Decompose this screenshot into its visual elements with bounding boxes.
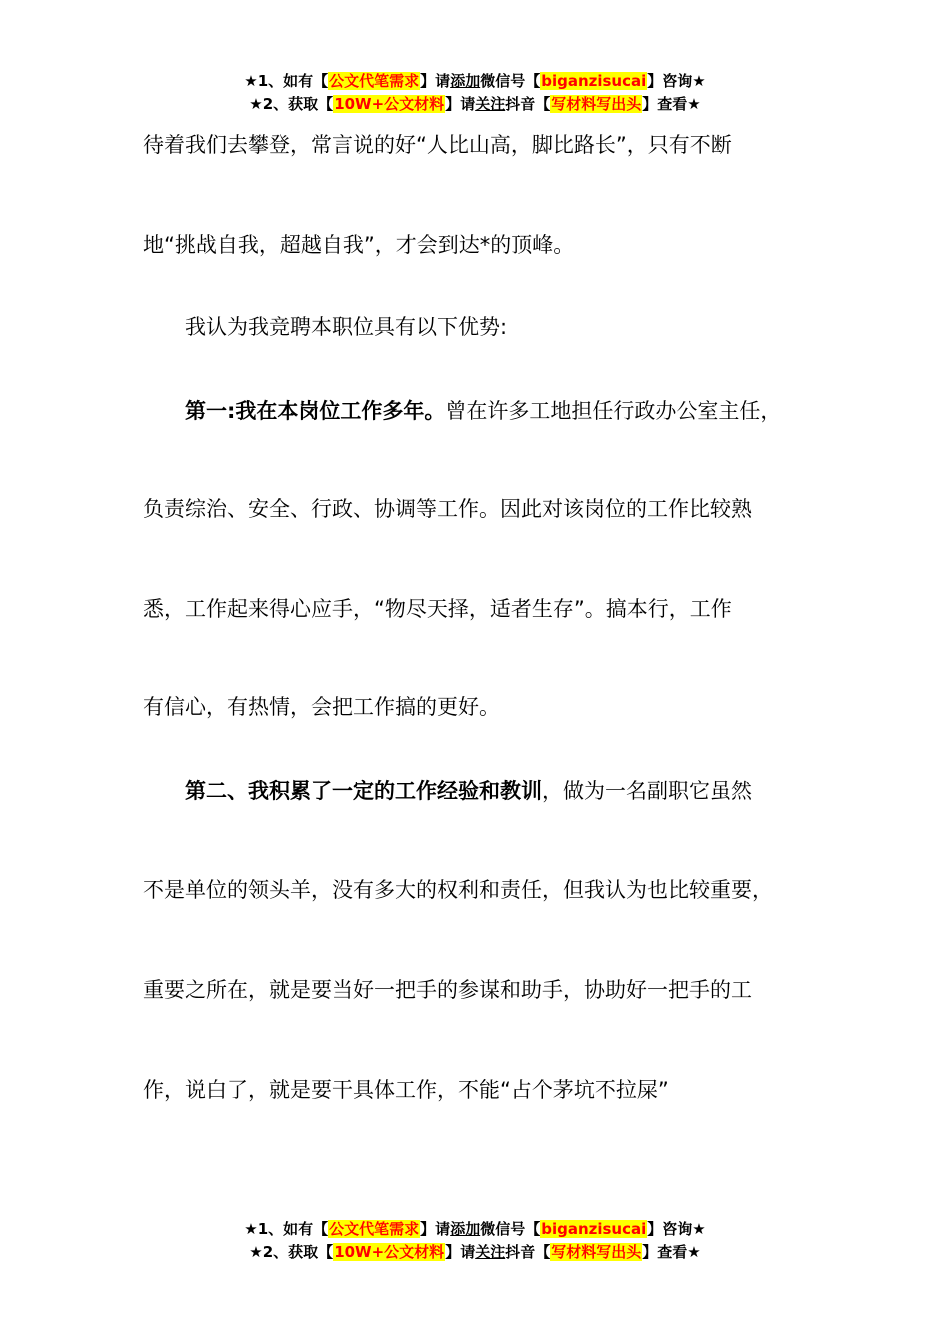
- banner-text: 抖音【: [505, 1243, 551, 1261]
- banner-line-2: [0, 1241, 950, 1264]
- body-line-5: 负责综治、安全、行政、协调等工作。因此对该岗位的工作比较熟: [143, 497, 752, 521]
- banner-text: 】查看★: [642, 95, 701, 113]
- banner-text: 】咨询★: [647, 1220, 706, 1238]
- body-line-2: 地“挑战自我，超越自我”，才会到达*的顶峰。: [143, 233, 575, 257]
- banner-text: 】请: [420, 72, 451, 90]
- banner-text: ★2、获取【: [249, 95, 334, 113]
- banner-text: ★1、如有【: [244, 1220, 329, 1238]
- douyin-account: 写材料写出头: [551, 95, 642, 113]
- banner-text: 】请: [445, 1243, 476, 1261]
- body-line-7: 有信心，有热情，会把工作搞的更好。: [143, 695, 500, 719]
- banner-line-1: [0, 70, 950, 93]
- body-line-1: 待着我们去攀登，常言说的好“人比山高，脚比路长”，只有不断: [143, 133, 732, 157]
- highlight-materials: 10W+公文材料: [334, 95, 445, 113]
- emphasis-follow: 关注: [475, 1243, 506, 1261]
- body-line-8: [185, 776, 752, 806]
- point-one-text: 曾在许多工地担任行政办公室主任，: [445, 399, 782, 423]
- point-one-heading: 第一:我在本岗位工作多年。: [185, 399, 446, 423]
- highlight-service: 公文代笔需求: [329, 72, 420, 90]
- banner-text: 抖音【: [505, 95, 551, 113]
- banner-text: 微信号【: [480, 1220, 541, 1238]
- emphasis-follow: 关注: [475, 95, 506, 113]
- highlight-service: 公文代笔需求: [329, 1220, 420, 1238]
- banner-text: 】请: [420, 1220, 451, 1238]
- banner-line-2: [0, 93, 950, 116]
- footer-banner: [0, 1218, 950, 1264]
- body-line-10: 重要之所在，就是要当好一把手的参谋和助手，协助好一把手的工: [143, 978, 752, 1002]
- highlight-materials: 10W+公文材料: [334, 1243, 445, 1261]
- banner-text: ★1、如有【: [244, 72, 329, 90]
- banner-text: 】查看★: [642, 1243, 701, 1261]
- body-line-3: 我认为我竞聘本职位具有以下优势:: [185, 315, 508, 339]
- banner-text: 】咨询★: [647, 72, 706, 90]
- header-banner: [0, 70, 950, 116]
- body-line-4: [185, 396, 781, 426]
- wechat-id: biganzisucai: [541, 1220, 647, 1238]
- point-two-heading: 第二、我积累了一定的工作经验和教训: [185, 779, 542, 803]
- banner-text: 微信号【: [480, 72, 541, 90]
- emphasis-add: 添加: [450, 72, 481, 90]
- banner-line-1: [0, 1218, 950, 1241]
- douyin-account: 写材料写出头: [551, 1243, 642, 1261]
- emphasis-add: 添加: [450, 1220, 481, 1238]
- wechat-id: biganzisucai: [541, 72, 647, 90]
- body-line-6: 悉，工作起来得心应手，“物尽天择，适者生存”。搞本行，工作: [143, 597, 732, 621]
- body-line-9: 不是单位的领头羊，没有多大的权利和责任，但我认为也比较重要，: [143, 878, 773, 902]
- point-two-text: ，做为一名副职它虽然: [542, 779, 752, 803]
- banner-text: 】请: [445, 95, 476, 113]
- body-line-11: 作，说白了，就是要干具体工作，不能“占个茅坑不拉屎”: [143, 1078, 669, 1102]
- banner-text: ★2、获取【: [249, 1243, 334, 1261]
